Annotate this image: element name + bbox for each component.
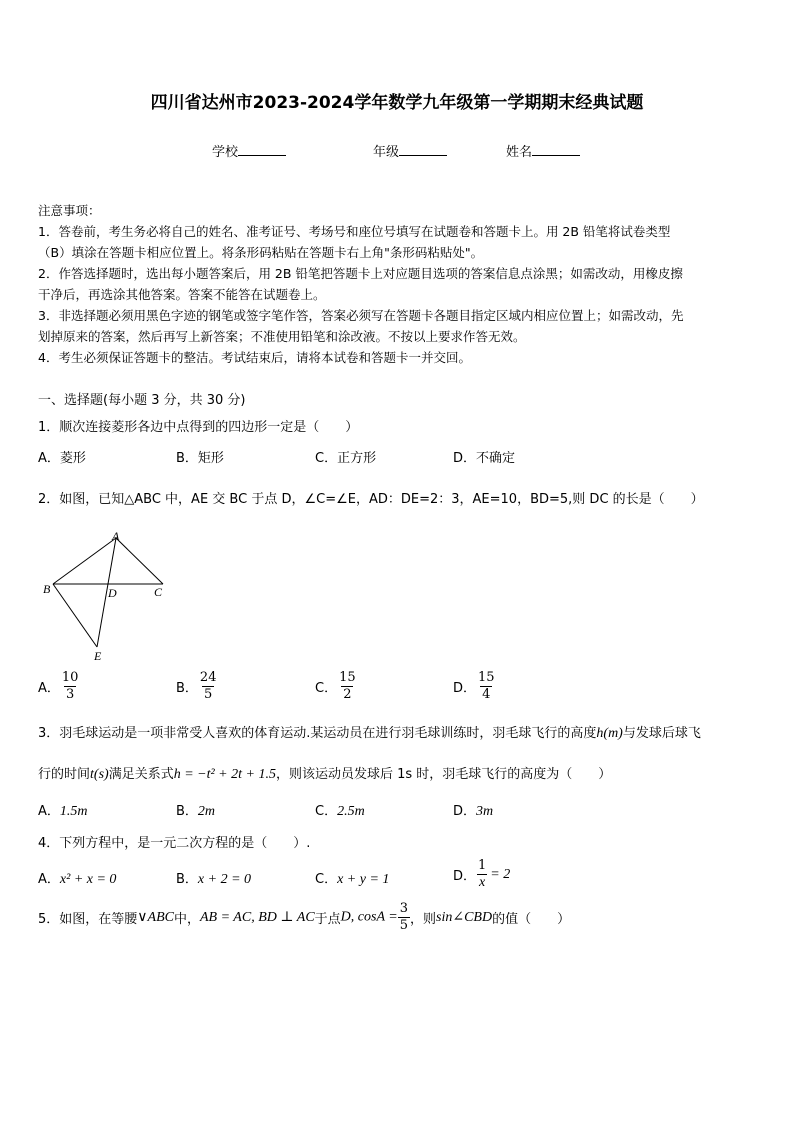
q3-option-b xyxy=(176,800,215,820)
section-heading: 一、选择题(每小题 3 分，共 30 分) xyxy=(38,393,246,408)
label-b: B xyxy=(43,582,51,596)
label-a: A xyxy=(112,529,120,543)
option-label: C． xyxy=(315,804,338,819)
option-label: A． xyxy=(38,804,60,819)
segment-be xyxy=(53,584,97,647)
q3-var-t: t(s) xyxy=(90,767,109,782)
notice-line: 3．非选择题必须用黑色字迹的钢笔或签字笔作答，答案必须写在答题卡各题目指定区域内相应位置上；如需改动，先 xyxy=(38,308,684,323)
question-3-line2 xyxy=(38,763,611,783)
label-d: D xyxy=(108,586,117,600)
segment-ab xyxy=(53,538,116,584)
label-c: C xyxy=(154,585,163,599)
option-value: x² + x = 0 xyxy=(59,872,117,887)
option-label: D． xyxy=(453,869,477,884)
q1-option-b: B．矩形 xyxy=(176,451,224,466)
name-field xyxy=(506,141,580,160)
fraction: $\frac{10}{3}$ xyxy=(61,670,79,702)
q3-option-c xyxy=(315,800,365,820)
option-value: = 2 xyxy=(490,866,511,882)
option-label: B． xyxy=(176,872,198,887)
option-label: B． xyxy=(176,804,198,819)
notice-line: 划掉原来的答案，然后再写上新答案；不准使用铅笔和涂改液。不按以上要求作答无效。 xyxy=(38,329,526,344)
fraction: $\frac{15}{4}$ xyxy=(478,670,495,702)
option-value: 3m xyxy=(476,804,494,819)
option-label: D． xyxy=(453,804,477,819)
q1-option-a: A．菱形 xyxy=(38,451,86,466)
q4-option-b xyxy=(176,868,251,888)
notice-line: 1．答卷前，考生务必将自己的姓名、准考证号、考场号和座位号填写在试题卷和答题卡上。用 2B 铅笔将试卷类型 xyxy=(38,224,671,239)
fraction: $\frac{15}{2}$ xyxy=(339,670,356,702)
option-label: B． xyxy=(176,681,198,696)
option-label: A． xyxy=(38,872,60,887)
q2-option-a xyxy=(38,670,80,703)
q3-text: ，则该运动员发球后 1s 时，羽毛球飞行的高度为（ ） xyxy=(275,767,612,782)
option-value: 2.5m xyxy=(337,804,365,819)
question-3-line1 xyxy=(38,722,701,742)
notice-line: 2．作答选择题时，选出每小题答案后，用 2B 铅笔把答题卡上对应题目选项的答案信息点涂黑；如需改动，用橡皮擦 xyxy=(38,266,683,281)
q3-text: 与发球后球飞 xyxy=(622,726,701,741)
fraction: $\frac{1}{x}$ xyxy=(478,858,487,890)
question-4-stem: 4．下列方程中，是一元二次方程的是（ ）. xyxy=(38,836,311,851)
q2-option-b xyxy=(176,670,218,703)
grade-label: 年级 xyxy=(373,145,400,160)
option-value: x + y = 1 xyxy=(337,872,390,887)
option-label: A． xyxy=(38,681,60,696)
name-blank xyxy=(532,143,580,156)
q2-option-c xyxy=(315,670,358,703)
name-label: 姓名 xyxy=(506,145,533,160)
q4-option-c xyxy=(315,868,389,888)
triangle-figure xyxy=(38,525,178,665)
school-blank xyxy=(238,143,286,156)
notice-line: 4．考生必须保证答题卡的整洁。考试结束后，请将本试卷和答题卡一并交回。 xyxy=(38,350,471,365)
q1-option-c: C．正方形 xyxy=(315,451,377,466)
option-value: x + 2 = 0 xyxy=(197,872,252,887)
segment-ac xyxy=(116,538,163,584)
fraction: $\frac{3}{5}$ xyxy=(399,901,408,933)
label-e: E xyxy=(94,649,102,663)
option-value: 2m xyxy=(197,804,216,819)
q3-text: 行的时间 xyxy=(38,767,91,782)
q2-option-d xyxy=(453,670,497,703)
school-label: 学校 xyxy=(212,145,239,160)
q3-text: 3．羽毛球运动是一项非常受人喜欢的体育运动.某运动员在进行羽毛球训练时，羽毛球飞行的高度 xyxy=(38,726,597,741)
q4-option-a xyxy=(38,868,116,888)
q4-option-d xyxy=(453,858,510,891)
option-label: C． xyxy=(315,681,338,696)
q3-unit-m: (m) xyxy=(603,726,623,741)
q3-option-d xyxy=(453,800,493,820)
option-value: 1.5m xyxy=(59,804,88,819)
notice-block xyxy=(38,200,683,368)
school-field xyxy=(212,141,286,160)
q3-text: 满足关系式 xyxy=(108,767,174,782)
grade-field xyxy=(373,141,447,160)
question-1-stem: 1．顺次连接菱形各边中点得到的四边形一定是（ ） xyxy=(38,420,359,435)
notice-heading: 注意事项： xyxy=(38,203,101,218)
grade-blank xyxy=(399,143,447,156)
q3-formula: h = −t² + 2t + 1.5 xyxy=(173,767,276,782)
question-5-stem: 5．如图，在等腰∨ABC中，AB = AC, BD ⊥ AC于点D, cosA = $\frac{3}{5}$ ，则sin∠CBD的值（ ） xyxy=(38,901,571,933)
notice-line: （B）填涂在答题卡相应位置上。将条形码粘贴在答题卡右上角"条形码粘贴处"。 xyxy=(38,245,484,260)
option-label: D． xyxy=(453,681,477,696)
fraction: $\frac{24}{5}$ xyxy=(199,670,217,702)
q3-var-h: h xyxy=(596,726,604,741)
page-title: 四川省达州市2023-2024学年数学九年级第一学期期末经典试题 xyxy=(150,93,644,113)
question-2-stem: 2．如图，已知△ABC 中，AE 交 BC 于点 D，∠C=∠E，AD：DE=2：3，AE=10，BD=5,则 DC 的长是（ ） xyxy=(38,492,704,507)
option-label: C． xyxy=(315,872,338,887)
notice-line: 干净后，再选涂其他答案。答案不能答在试题卷上。 xyxy=(38,287,326,302)
q1-option-d: D．不确定 xyxy=(453,451,516,466)
q3-option-a xyxy=(38,800,88,820)
